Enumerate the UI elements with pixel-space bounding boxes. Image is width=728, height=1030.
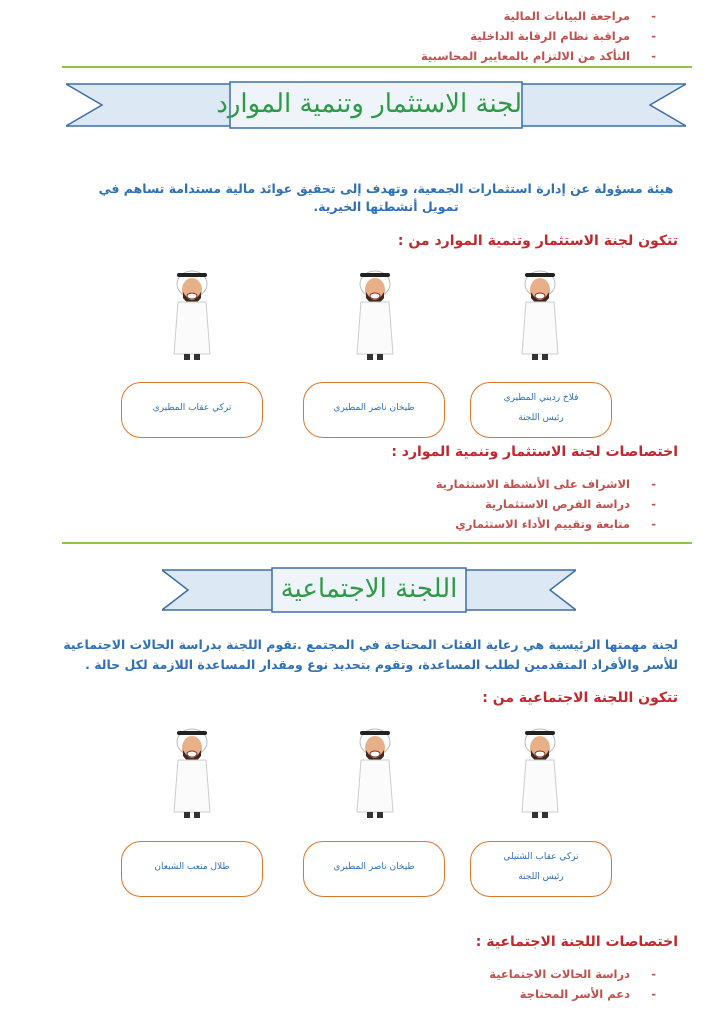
- person-avatar-icon: [162, 268, 222, 360]
- list-item: - الاشراف على الأنشطة الاستثمارية: [436, 474, 656, 494]
- investment-banner: [66, 78, 686, 134]
- person-avatar-icon: [345, 726, 405, 818]
- list-item: - مراقبة نظام الرقابة الداخلية: [421, 26, 656, 46]
- section-divider: [62, 542, 692, 544]
- social-banner: [162, 566, 576, 616]
- banner-title: لجنة الاستثمار وتنمية الموارد: [216, 89, 522, 119]
- social-members-heading: تتكون اللجنة الاجتماعية من :: [482, 690, 678, 706]
- investment-duties-heading: اختصاصات لجنة الاستثمار وتنمية الموارد :: [391, 444, 678, 460]
- list-item: - متابعة وتقييم الأداء الاستثماري: [436, 514, 656, 534]
- member-name: تركي عقاب المطيري: [152, 403, 232, 413]
- social-description-line1: لجنة مهمتها الرئيسية هي رعاية الفئات المحتاجة في المجتمع .تقوم اللجنة بدراسة الحالات الاجتماعية: [63, 637, 678, 652]
- person-avatar-icon: [345, 268, 405, 360]
- member-name: طلال متعب الشيعان: [154, 862, 230, 872]
- list-item: - التأكد من الالتزام بالمعايير المحاسبية: [421, 46, 656, 66]
- member-role: رئيس اللجنة: [518, 413, 564, 423]
- member-card: [303, 841, 445, 897]
- social-description-line2: للأسر والأفراد المتقدمين لطلب المساعدة، وتقوم بتحديد نوع ومقدار المساعدة اللازمة لكل حالة .: [85, 657, 678, 672]
- banner-title: اللجنة الاجتماعية: [280, 574, 458, 604]
- social-duties-heading: اختصاصات اللجنة الاجتماعية :: [475, 934, 678, 950]
- list-item: - دعم الأسر المحتاجة: [489, 984, 656, 1004]
- member-card: [470, 382, 612, 438]
- member-name: فلاح رديني المطيري: [503, 393, 579, 403]
- audit-duties-list: [421, 6, 656, 66]
- person-avatar-icon: [510, 268, 570, 360]
- list-item: - دراسة الفرص الاستثمارية: [436, 494, 656, 514]
- investment-members-heading: تتكون لجنة الاستثمار وتنمية الموارد من :: [397, 233, 678, 249]
- member-card: [303, 382, 445, 438]
- member-card: [470, 841, 612, 897]
- person-avatar-icon: [510, 726, 570, 818]
- section-divider: [62, 66, 692, 68]
- list-item: - دراسة الحالات الاجتماعية: [489, 964, 656, 984]
- member-name: طيخان ناصر المطيري: [333, 403, 415, 413]
- person-avatar-icon: [162, 726, 222, 818]
- investment-description: هيئة مسؤولة عن إدارة استثمارات الجمعية، وتهدف إلى تحقيق عوائد مالية مستدامة تساهم في تمويل أنشطتها الخيرية.: [98, 181, 674, 214]
- member-role: رئيس اللجنة: [518, 872, 564, 882]
- investment-duties-list: [436, 474, 656, 534]
- list-item: - مراجعة البيانات المالية: [421, 6, 656, 26]
- member-name: طيخان ناصر المطيري: [333, 862, 415, 872]
- member-card: [121, 841, 263, 897]
- member-card: [121, 382, 263, 438]
- social-duties-list: [489, 964, 656, 1004]
- member-name: تركي عقاب الشتيلي: [503, 852, 579, 862]
